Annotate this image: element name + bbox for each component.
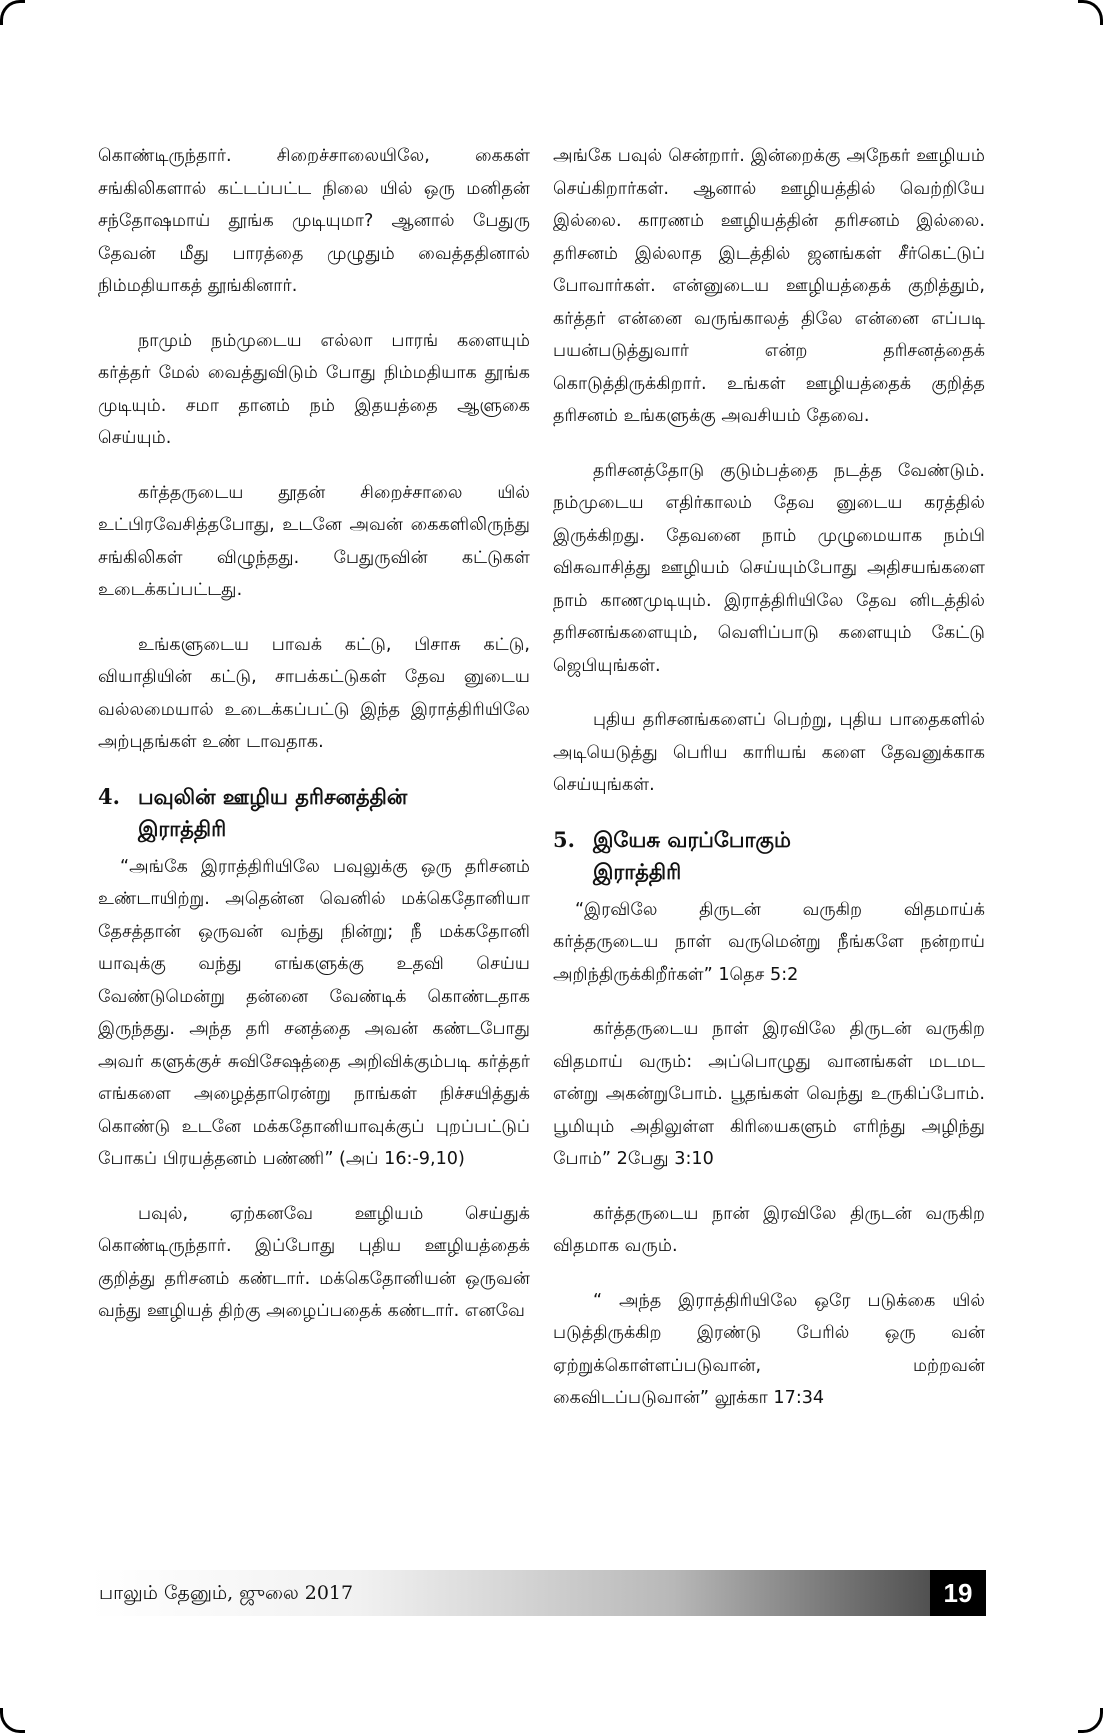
magazine-title: பாலும் தேனும், ஜுலை 2017: [99, 1582, 354, 1604]
left-column: [98, 140, 530, 1350]
paragraph: கர்த்தருடைய நாள் இரவிலே திருடன் வருகிற விதமாய் வரும்: அப்பொழுது வானங்கள் மடமட என்று அகன்றுபோம். பூதங்கள் வெந்து உருகிப்போம். பூமியும் அதிலுள்ள கிரியைகளும் எரிந்து அழிந்து போம்” 2பேது 3:10: [553, 1019, 985, 1169]
page-footer: [91, 1570, 986, 1616]
section-number: 5.: [553, 826, 575, 852]
paragraph: புதிய தரிசனங்களைப் பெற்று, புதிய பாதைகளில் அடியெடுத்து பெரிய காரியங் களை தேவனுக்காக செய்யுங்கள்.: [553, 710, 985, 795]
section-heading-5: [553, 824, 985, 888]
paragraph: கொண்டிருந்தார். சிறைச்சாலையிலே, கைகள் சங்கிலிகளால் கட்டப்பட்ட நிலை யில் ஒரு மனிதன் சந்தோஷமாய் தூங்க முடியுமா? ஆனால் பேதுரு தேவன் மீது பாரத்தை முழுதும் வைத்ததினால் நிம்மதியாகத் தூங்கினார்.: [98, 146, 530, 296]
paragraph: கர்த்தருடைய தூதன் சிறைச்சாலை யில் உட்பிரவேசித்தபோது, உடனே அவன் கைகளிலிருந்து சங்கிலிகள் விழுந்தது. பேதுருவின் கட்டுகள் உடைக்கப்பட்டது.: [98, 482, 530, 600]
section-title-line2: இராத்திரி: [593, 858, 682, 884]
paragraph: நாமும் நம்முடைய எல்லா பாரங் களையும் கர்த்தர் மேல் வைத்துவிடும் போது நிம்மதியாக தூங்க முடியும். சமா தானம் நம் இதயத்தை ஆளுகை செய்யும்.: [98, 330, 530, 448]
section-title-line1: பவுலின் ஊழிய தரிசனத்தின்: [138, 783, 408, 809]
paragraph: உங்களுடைய பாவக் கட்டு, பிசாசு கட்டு, வியாதியின் கட்டு, சாபக்கட்டுகள் தேவ னுடைய வல்லமையால் உடைக்கப்பட்டு இந்த இராத்திரியிலே அற்புதங்கள் உண் டாவதாக.: [98, 634, 530, 752]
page-corner-top-right: [1078, 0, 1103, 25]
section-title-line1: இயேசு வரப்போகும்: [593, 826, 791, 852]
page-corner-top-left: [0, 0, 25, 25]
paragraph: “ அந்த இராத்திரியிலே ஒரே படுக்கை யில் படுத்திருக்கிற இரண்டு பேரில் ஒரு வன் ஏற்றுக்கொள்ளப்படுவான், மற்றவன் கைவிடப்படுவான்” லூக்கா 17:34: [553, 1290, 985, 1408]
page-number: 19: [930, 1570, 986, 1616]
page-corner-bottom-right: [1078, 1708, 1103, 1733]
paragraph: அங்கே பவுல் சென்றார். இன்றைக்கு அநேகர் ஊழியம் செய்கிறார்கள். ஆனால் ஊழியத்தில் வெற்றியே இல்லை. காரணம் ஊழியத்தின் தரிசனம் இல்லை. தரிசனம் இல்லாத இடத்தில் ஜனங்கள் சீர்கெட்டுப் போவார்கள். என்னுடைய ஊழியத்தைக் குறித்தும், கர்த்தர் என்னை வருங்காலத் திலே என்னை எப்படி பயன்படுத்துவார் என்ற தரிசனத்தைக் கொடுத்திருக்கிறார். உங்கள் ஊழியத்தைக் குறித்த தரிசனம் உங்களுக்கு அவசியம் தேவை.: [553, 146, 985, 426]
page-corner-bottom-left: [0, 1708, 25, 1733]
paragraph: பவுல், ஏற்கனவே ஊழியம் செய்துக் கொண்டிருந்தார். இப்போது புதிய ஊழியத்தைக் குறித்து தரிசனம் கண்டார். மக்கெதோனியன் ஒருவன் வந்து ஊழியத் திற்கு அழைப்பதைக் கண்டார். எனவே: [98, 1203, 530, 1321]
scripture-quote: “இரவிலே திருடன் வருகிற விதமாய்க் கர்த்தருடைய நாள் வருமென்று நீங்களே நன்றாய் அறிந்திருக்கிறீர்கள்” 1தெச 5:2: [553, 899, 985, 985]
paragraph: தரிசனத்தோடு குடும்பத்தை நடத்த வேண்டும். நம்முடைய எதிர்காலம் தேவ னுடைய கரத்தில் இருக்கிறது. தேவனை நாம் முழுமையாக நம்பி விசுவாசித்து ஊழியம் செய்யும்போது அதிசயங்களை நாம் காணமுடியும். இராத்திரியிலே தேவ னிடத்தில் தரிசனங்களையும், வெளிப்பாடு களையும் கேட்டு ஜெபியுங்கள்.: [553, 460, 985, 676]
paragraph: கர்த்தருடைய நான் இரவிலே திருடன் வருகிற விதமாக வரும்.: [553, 1203, 985, 1256]
section-title-line2: இராத்திரி: [138, 815, 227, 841]
section-number: 4.: [98, 783, 120, 809]
scripture-quote: “அங்கே இராத்திரியிலே பவுலுக்கு ஒரு தரிசனம் உண்டாயிற்று. அதென்ன வெனில் மக்கெதோனியா தேசத்தான் ஒருவன் வந்து நின்று; நீ மக்கதோனி யாவுக்கு வந்து எங்களுக்கு உதவி செய்ய வேண்டுமென்று தன்னை வேண்டிக் கொண்டதாக இருந்தது. அந்த தரி சனத்தை அவன் கண்டபோது அவர் களுக்குச் சுவிசேஷத்தை அறிவிக்கும்படி கர்த்தர் எங்களை அழைத்தாரென்று நாங்கள் நிச்சயித்துக் கொண்டு உடனே மக்கதோனியாவுக்குப் புறப்பட்டுப் போகப் பிரயத்தனம் பண்ணி” (அப் 16:-9,10): [98, 856, 530, 1169]
section-heading-4: [98, 781, 530, 845]
right-column: [553, 140, 985, 1437]
